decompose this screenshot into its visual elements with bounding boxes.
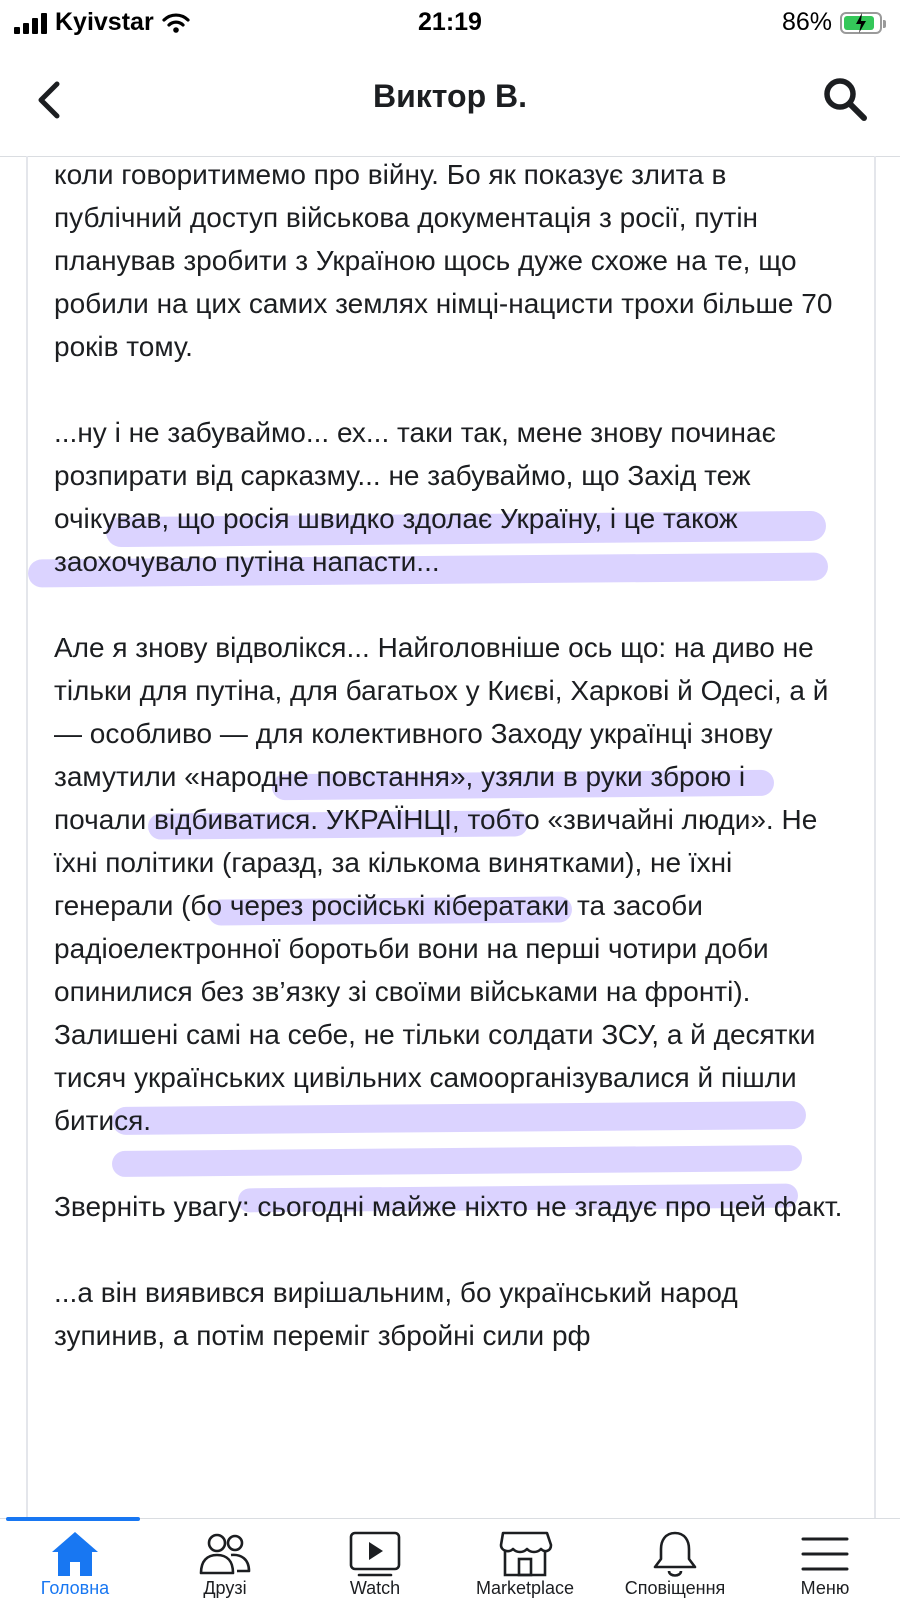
page-title: Виктор В. — [372, 78, 528, 114]
bottom-nav — [0, 1518, 900, 1601]
battery-percent: 86% — [781, 8, 832, 36]
tab-friends[interactable] — [150, 1519, 300, 1601]
post-paragraph: коли говоритимемо про війну. Бо як показує злита в публічний доступ військова документація з росії, путін планував зробити з Україною щось дуже схоже на те, що робили на цих самих землях німці-нацисти трохи більше 70 років тому. — [54, 159, 833, 362]
profile-header — [0, 46, 900, 157]
post-paragraph: Але я знову відволікся... Найголовніше ось що: на диво не тільки для путіна, для багатьох у Києві, Харкові й Одесі, а й — особливо — для колективного Заходу українці знову замутили «народне повстання», узяли в руки зброю і почали відбиватися. УКРАЇНЦІ, тобто «звичайні люди». Не їхні політики (гаразд, за кількома винятками), не їхні генерали (бо через російські кібератаки та засоби радіоелектронної боротьби вони на перші чотири доби опинилися без зв’язку зі своїми військами на фронті). Залишені самі на себе, не тільки солдати ЗСУ, а й десятки тисяч українських цивільних самоорганізувалися й пішли битися. — [54, 632, 829, 1136]
tab-notifications[interactable] — [600, 1519, 750, 1601]
tab-label: Watch — [349, 1578, 401, 1598]
status-bar — [0, 0, 900, 46]
tab-marketplace[interactable] — [450, 1519, 600, 1601]
carrier-name: Kyivstar — [55, 8, 154, 36]
tab-watch[interactable] — [300, 1519, 450, 1601]
bell-icon — [647, 1529, 703, 1579]
watch-icon — [347, 1529, 403, 1579]
marketplace-icon — [497, 1529, 553, 1579]
tab-label: Меню — [800, 1578, 850, 1598]
tab-label: Друзі — [203, 1578, 247, 1598]
home-icon — [49, 1529, 101, 1579]
post-paragraph: ...ну і не забуваймо... ех... таки так, мене знову починає розпирати від сарказму... не забуваймо, що Захід теж очікував, що росія швидко здолає Україну, і це також заохочувало путіна напасти... — [54, 417, 776, 577]
tab-menu[interactable] — [750, 1519, 900, 1601]
post-content — [26, 156, 876, 1518]
clock: 21:19 — [418, 8, 482, 36]
tab-home[interactable] — [0, 1519, 150, 1601]
menu-icon — [797, 1529, 853, 1579]
post-paragraph: Зверніть увагу: сьогодні майже ніхто не згадує про цей факт. — [54, 1191, 843, 1222]
battery-icon — [840, 12, 882, 34]
battery-group — [782, 8, 882, 37]
tab-label: Головна — [40, 1578, 110, 1598]
tab-label: Сповіщення — [624, 1578, 726, 1598]
post-text — [54, 156, 844, 1357]
search-icon[interactable] — [820, 74, 870, 124]
tab-label: Marketplace — [475, 1578, 575, 1598]
friends-icon — [197, 1529, 253, 1579]
post-paragraph: ...а він виявився вирішальним, бо український народ зупинив, а потім переміг збройні сили рф — [54, 1277, 738, 1351]
